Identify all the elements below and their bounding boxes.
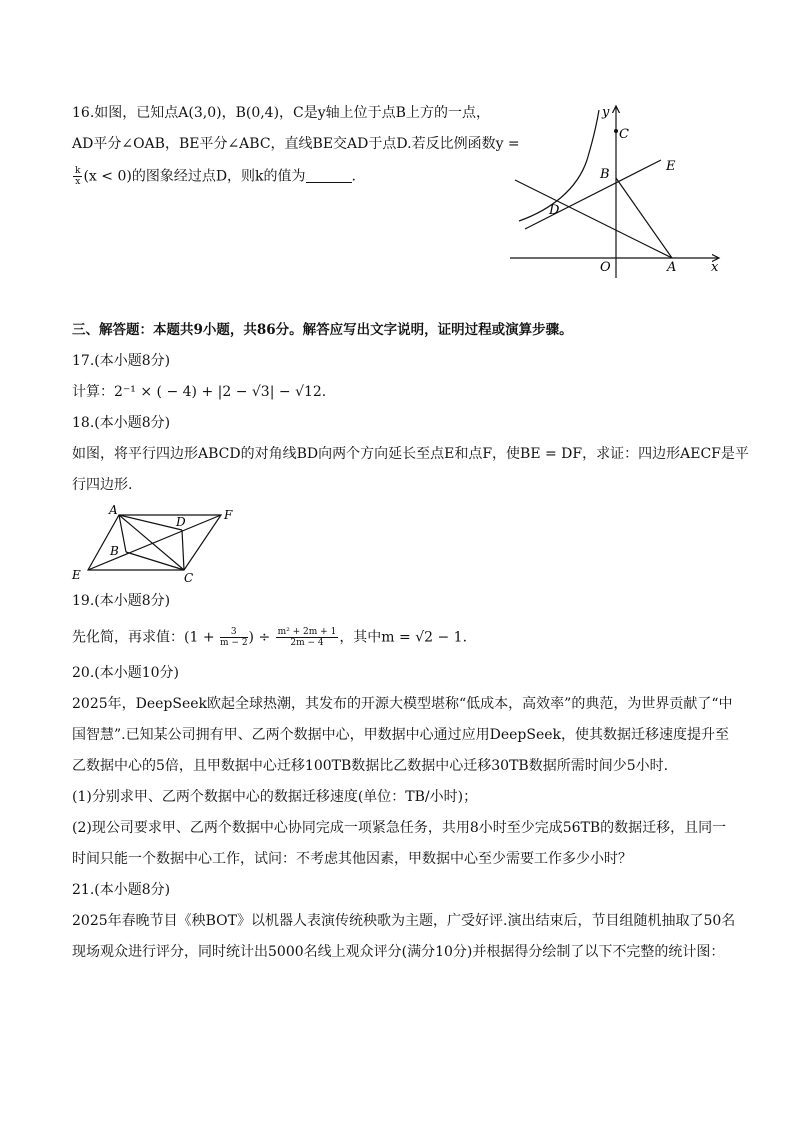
label-E: E [72, 568, 81, 582]
frac-denominator: 2m − 4 [290, 638, 324, 648]
label-O: O [600, 260, 611, 275]
q16-line2: AD平分∠OAB，BE平分∠ABC，直线BE交AD于点D.若反比例函数y = [72, 136, 520, 152]
q20-line4: (1)分别求甲、乙两个数据中心的数据迁移速度(单位：TB/小时)； [72, 789, 478, 805]
q16-line3-end: . [351, 168, 356, 185]
line-AD [515, 180, 672, 258]
q18-line1: 如图，将平行四边形ABCD的对角线BD向两个方向延长至点E和点F，使BE = DF，求证：四边形AECF是平 [72, 446, 749, 462]
q17-head: 17.(本小题8分) [72, 353, 171, 369]
label-B: B [110, 544, 119, 558]
q21-line1: 2025年春晚节目《秧BOT》以机器人表演传统秧歌为主题，广受好评.演出结束后，节目组随机抽取了50名 [72, 913, 736, 929]
q18-line2: 行四边形. [72, 477, 133, 493]
label-x: x [711, 260, 719, 275]
frac-numerator: m² + 2m + 1 [277, 627, 337, 637]
q20-line1: 2025年，DeepSeek欧起全球热潮，其发布的开源大模型堪称“低成本，高效率”的典范，为世界贡献了“中 [72, 696, 733, 712]
label-y: y [602, 105, 610, 120]
q19-mid: ) ÷ [248, 629, 271, 646]
q20-head: 20.(本小题10分) [72, 665, 180, 681]
q17-text: 计算：2⁻¹ × ( − 4) + |2 − √3| − √12. [72, 384, 327, 400]
q21-head: 21.(本小题8分) [72, 882, 171, 898]
label-D: D [549, 203, 560, 218]
segment-AB [616, 178, 672, 258]
label-B: B [600, 167, 610, 182]
label-A: A [667, 260, 677, 275]
section-3-heading: 三、解答题：本题共9小题，共86分。解答应写出文字说明，证明过程或演算步骤。 [72, 322, 573, 338]
frac-denominator: m − 2 [220, 638, 248, 648]
segment-DC [182, 530, 184, 570]
label-E: E [666, 159, 676, 174]
q16-figure [505, 100, 735, 285]
label-A: A [109, 503, 118, 517]
q20-line3: 乙数据中心的5倍，且甲数据中心迁移100TB数据比乙数据中心迁移30TB数据所需时间少5小时. [72, 758, 669, 774]
q18-figure [66, 500, 246, 590]
point-C [614, 129, 618, 133]
label-C: C [184, 571, 194, 585]
answer-blank[interactable] [306, 168, 352, 183]
frac-numerator: k [75, 166, 81, 176]
q16-line1: 16.如图，已知点A(3,0)，B(0,4)，C是y轴上位于点B上方的一点， [72, 105, 490, 121]
segment-BC [126, 552, 184, 570]
q16-line3-text: (x < 0)的图象经过点D，则k的值为 [83, 168, 306, 185]
q19-head: 19.(本小题8分) [72, 593, 171, 609]
label-F: F [224, 508, 233, 522]
q16-line3 [72, 166, 356, 187]
q21-line2: 现场观众进行评分，同时统计出5000名线上观众评分(满分10分)并根据得分绘制了以下不完整的统计图： [72, 944, 725, 960]
fraction-k-over-x [73, 166, 82, 187]
q20-line5: (2)现公司要求甲、乙两个数据中心协同完成一项紧急任务，共用8小时至少完成56TB的数据迁移，且同一 [72, 820, 727, 836]
q19-text [72, 627, 467, 648]
frac-denominator: x [75, 177, 81, 187]
frac-numerator: 3 [220, 627, 248, 638]
q20-line6: 时间只能一个数据中心工作，试问：不考虑其他因素，甲数据中心至少需要工作多少小时？ [72, 851, 632, 867]
fraction-3-over-m-2 [220, 627, 248, 648]
q19-suffix: ，其中m = √2 − 1. [339, 629, 468, 646]
label-C: C [619, 127, 629, 142]
q18-head: 18.(本小题8分) [72, 415, 171, 431]
q19-prefix: 先化简，再求值：(1 + [72, 629, 215, 646]
label-D: D [176, 515, 186, 529]
q20-line2: 国智慧”.已知某公司拥有甲、乙两个数据中心，甲数据中心通过应用DeepSeek，使其数据迁移速度提升至 [72, 727, 730, 743]
fraction-m2-over-2m-4 [276, 627, 339, 648]
